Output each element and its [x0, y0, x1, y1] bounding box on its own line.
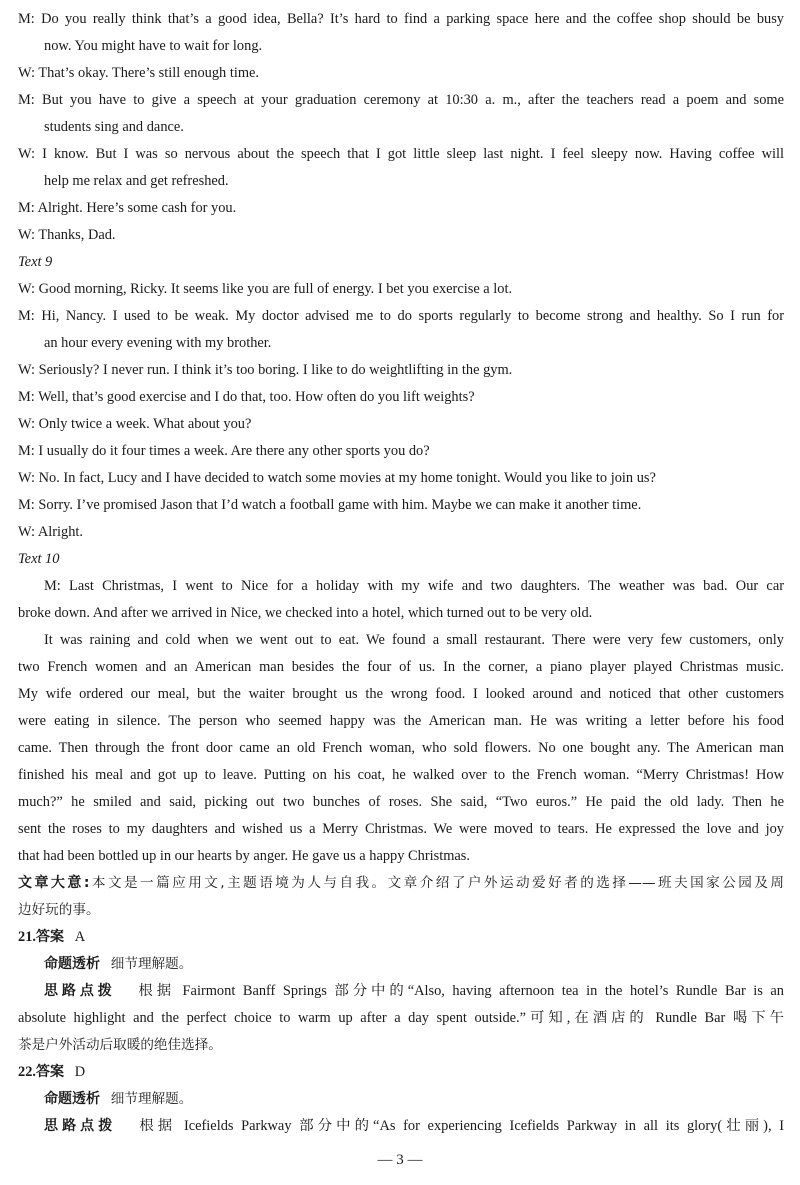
dialogue-line: M: Sorry. I’ve promised Jason that I’d watch a football game with him. Maybe we can make it another time. — [18, 497, 642, 513]
passage-line: were eating in silence. The person who seemed happy was the American man. He was writing a letter before his food — [18, 713, 784, 729]
analysis-label: 命题透析 — [44, 956, 100, 972]
document-page — [18, 6, 784, 1140]
dialogue-line: W: Alright. — [18, 524, 84, 540]
hint-line-21: 茶是户外活动后取暖的绝佳选择。 — [18, 1037, 222, 1053]
passage-line: It was raining and cold when we went out to eat. We found a small restaurant. There were very few customers, only — [44, 632, 784, 648]
passage-line: came. Then through the front door came an old French woman, who sold flowers. No one bought any. The American man — [18, 740, 784, 756]
answer-line-22 — [18, 1059, 784, 1086]
analysis-line-21 — [18, 951, 784, 978]
dialogue-line: M: But you have to give a speech at your graduation ceremony at 10:30 a. m., after the teachers read a poem and some — [18, 92, 784, 108]
answer-label: 答案 — [36, 1064, 64, 1080]
hint-line-21: absolute highlight and the perfect choice to warm up after a day spent outside.”可知,在酒店的 Rundle Bar 喝下午 — [18, 1010, 784, 1026]
hint-label: 思路点拨 — [44, 983, 116, 999]
dialogue-line: M: Well, that’s good exercise and I do that, too. How often do you lift weights? — [18, 389, 475, 405]
analysis-text: 细节理解题。 — [110, 1091, 193, 1107]
question-number: 22. — [18, 1064, 36, 1080]
page-number: — 3 — — [377, 1152, 423, 1168]
dialogue-line: M: Do you really think that’s a good idea, Bella? It’s hard to find a parking space here and the coffee shop should be busy — [18, 11, 784, 27]
summary-line: 边好玩的事。 — [18, 902, 100, 918]
dialogue-line: W: That’s okay. There’s still enough time. — [18, 65, 259, 81]
dialogue-line: W: Thanks, Dad. — [18, 227, 116, 243]
dialogue-line: W: No. In fact, Lucy and I have decided to watch some movies at my home tonight. Would you like to join us? — [18, 470, 656, 486]
passage-line: much?” he smiled and said, picking out two bunches of roses. She said, “Two euros.” He paid the old lady. Then he — [18, 794, 784, 810]
dialogue-line: an hour every evening with my brother. — [44, 335, 272, 351]
answer-line-21 — [18, 924, 784, 951]
dialogue-line: M: I usually do it four times a week. Are there any other sports you do? — [18, 443, 430, 459]
dialogue-line: W: Good morning, Ricky. It seems like you are full of energy. I bet you exercise a lot. — [18, 281, 513, 297]
summary-line — [18, 870, 784, 897]
passage-line: two French women and an American man besides the four of us. In the corner, a piano player played Christmas music. — [18, 659, 784, 675]
section-heading-text10: Text 10 — [18, 551, 60, 567]
passage-line: finished his meal and got up to leave. Putting on his coat, he walked over to the French woman. “Merry Christmas! How — [18, 767, 784, 783]
dialogue-line: W: Seriously? I never run. I think it’s too boring. I like to do weightlifting in the gym. — [18, 362, 513, 378]
dialogue-line: help me relax and get refreshed. — [44, 173, 229, 189]
passage-line: sent the roses to my daughters and wished us a Merry Christmas. We were moved to tears. He expressed the love and joy — [18, 821, 784, 837]
dialogue-line: W: Only twice a week. What about you? — [18, 416, 252, 432]
summary-label: 文章大意: — [18, 875, 90, 891]
analysis-text: 细节理解题。 — [110, 956, 193, 972]
hint-line-21 — [18, 978, 784, 1005]
dialogue-line: now. You might have to wait for long. — [44, 38, 263, 54]
question-number: 21. — [18, 929, 36, 945]
passage-line: My wife ordered our meal, but the waiter brought us the wrong food. I looked around and noticed that other customers — [18, 686, 784, 702]
answer-value: D — [74, 1064, 86, 1080]
analysis-line-22 — [18, 1086, 784, 1113]
passage-line: broke down. And after we arrived in Nice, we checked into a hotel, which turned out to be very old. — [18, 605, 593, 621]
hint-line-22 — [18, 1113, 784, 1140]
dialogue-line: W: I know. But I was so nervous about the speech that I got little sleep last night. I feel sleepy now. Having coffee will — [18, 146, 784, 162]
passage-line: that had been bottled up in our hearts by anger. He gave us a happy Christmas. — [18, 848, 470, 864]
hint-text: 根据 Fairmont Banff Springs 部分中的“Also, having afternoon tea in the hotel’s Rundle Bar is an — [138, 983, 784, 999]
dialogue-line: M: Hi, Nancy. I used to be weak. My doctor advised me to do sports regularly to become strong and healthy. So I run for — [18, 308, 784, 324]
summary-text: 本文是一篇应用文,主题语境为人与自我。文章介绍了户外运动爱好者的选择——班夫国家公园及周 — [89, 875, 784, 891]
dialogue-line: M: Alright. Here’s some cash for you. — [18, 200, 237, 216]
dialogue-line: students sing and dance. — [44, 119, 184, 135]
passage-line: M: Last Christmas, I went to Nice for a holiday with my wife and two daughters. The weather was bad. Our car — [44, 578, 784, 594]
analysis-label: 命题透析 — [44, 1091, 100, 1107]
answer-value: A — [74, 929, 86, 945]
answer-label: 答案 — [36, 929, 64, 945]
section-heading-text9: Text 9 — [18, 254, 53, 270]
hint-text: 根据 Icefields Parkway 部分中的“As for experiencing Icefields Parkway in all its glory(壮丽), I — [139, 1118, 785, 1134]
hint-label: 思路点拨 — [44, 1118, 117, 1134]
